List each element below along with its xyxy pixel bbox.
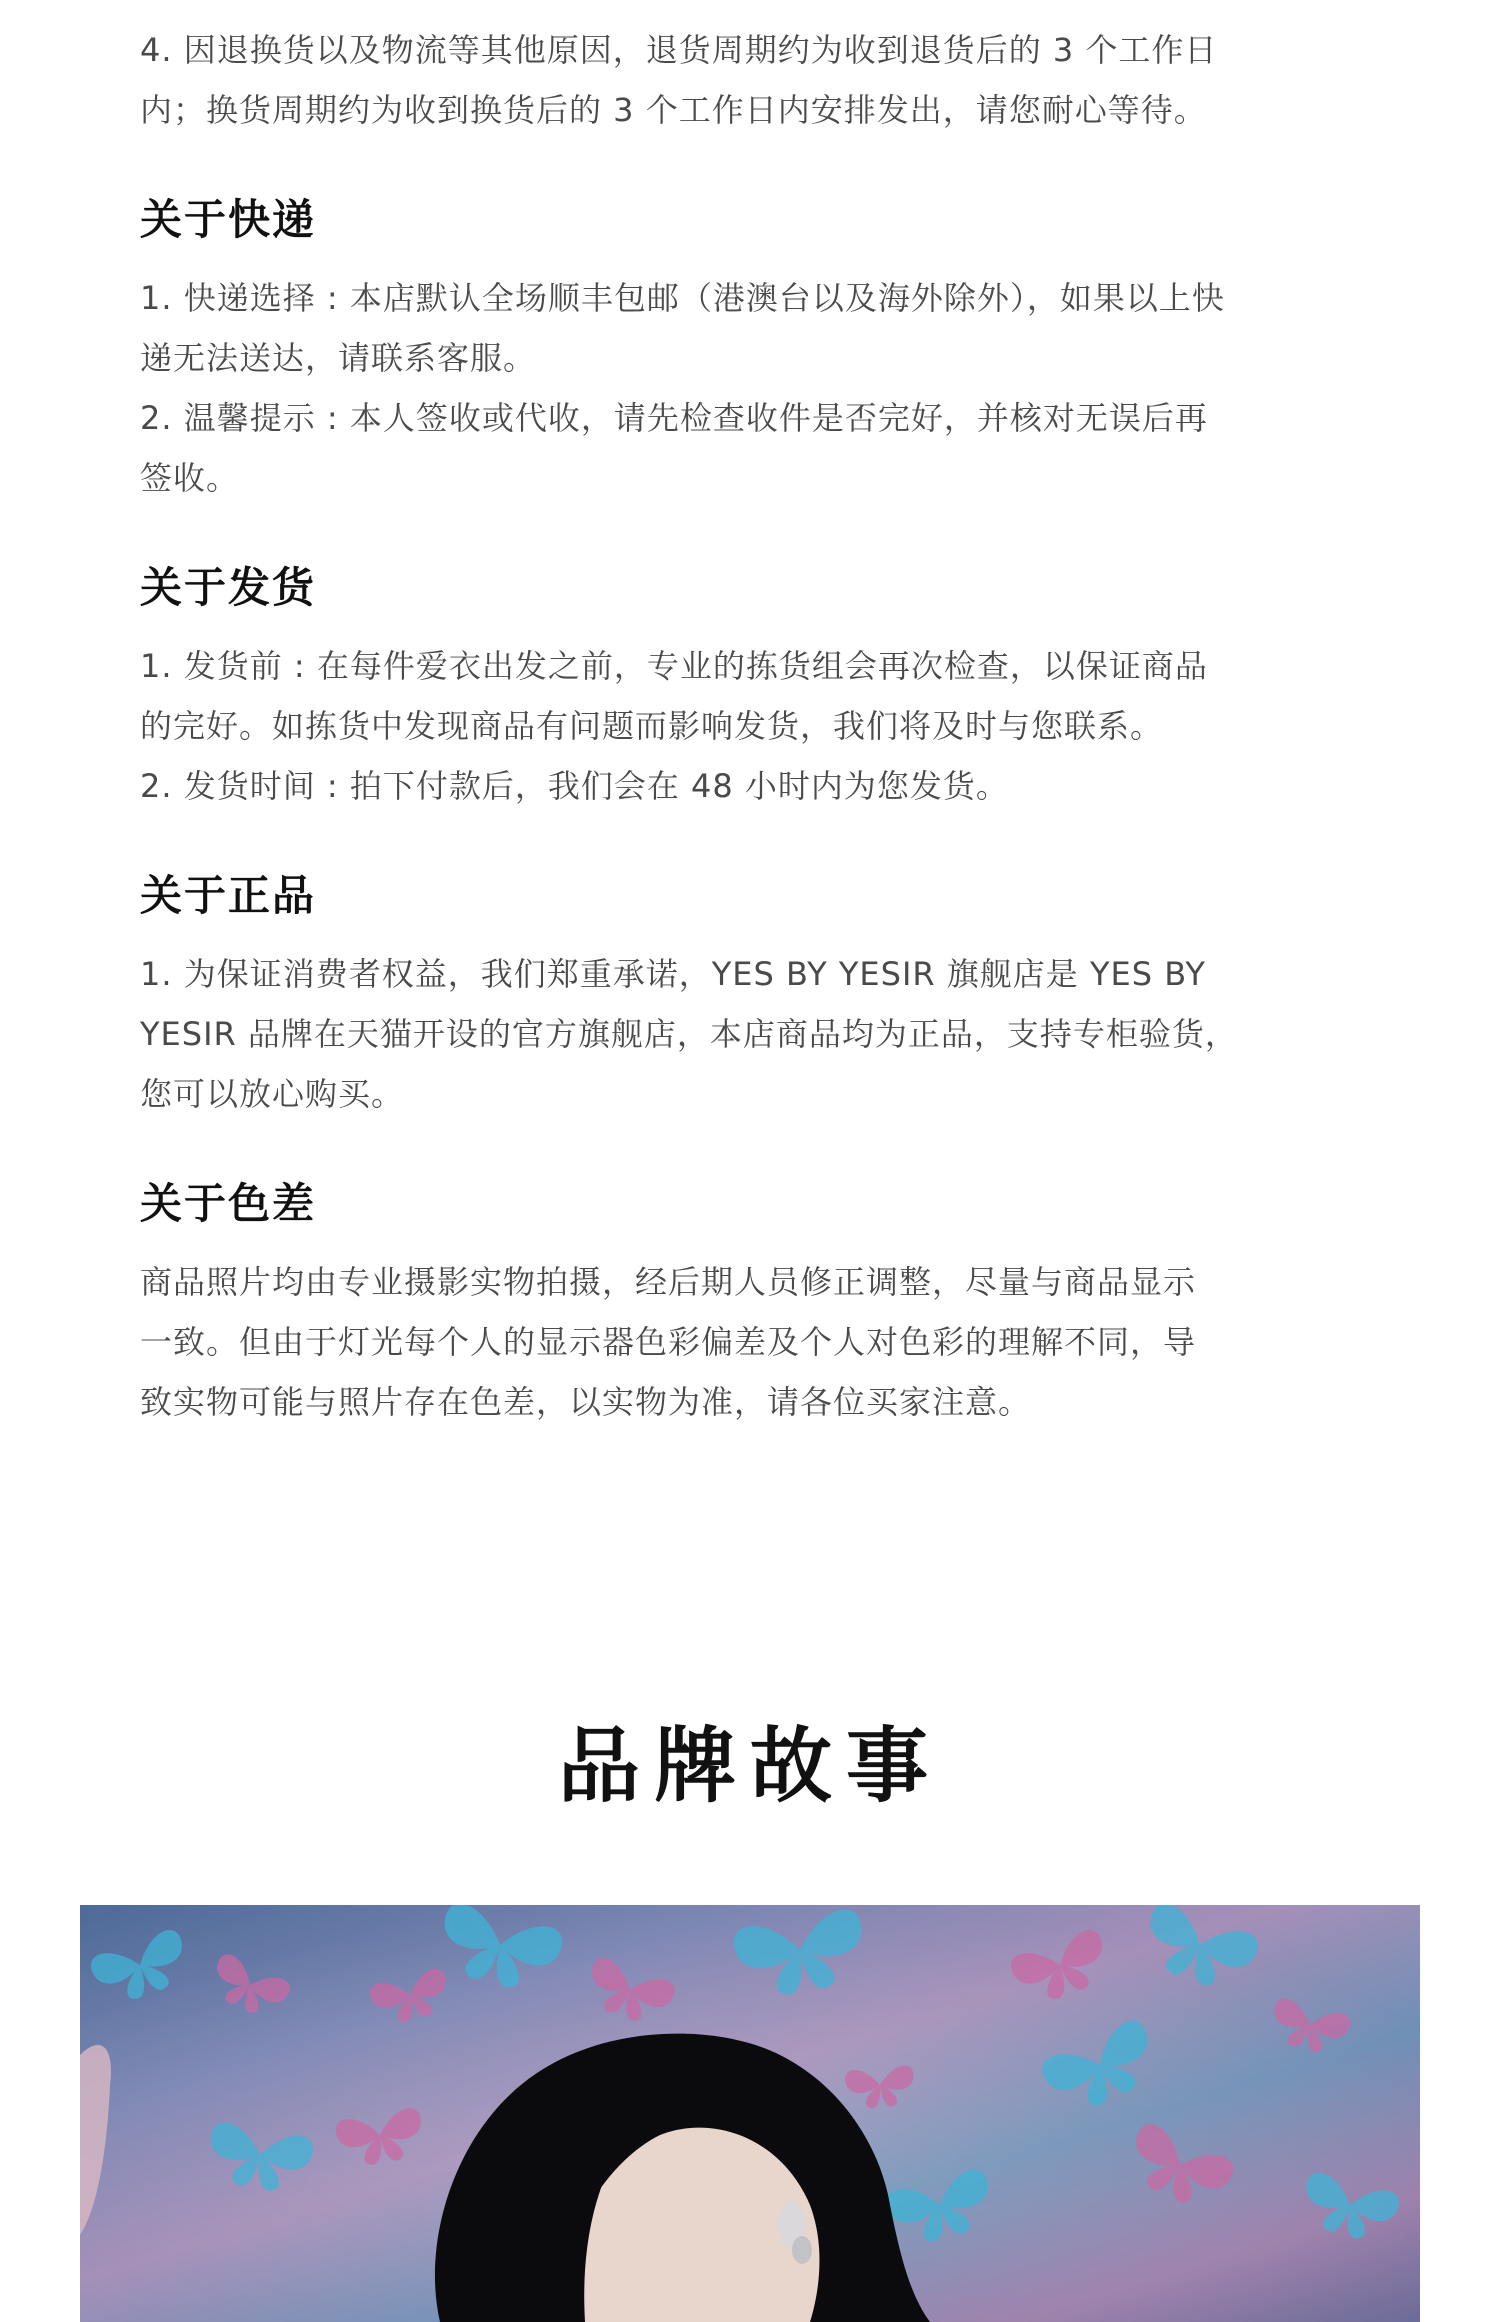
express-section	[140, 190, 1370, 508]
express-line: 2. 温馨提示 : 本人签收或代收，请先检查收件是否完好，并核对无误后再	[140, 399, 1208, 437]
shipping-line: 的完好。如拣货中发现商品有问题而影响发货，我们将及时与您联系。	[140, 707, 1164, 745]
color-difference-line: 致实物可能与照片存在色差，以实物为准，请各位买家注意。	[140, 1383, 1032, 1421]
shipping-line: 1. 发货前 : 在每件爱衣出发之前，专业的拣货组会再次检查，以保证商品	[140, 647, 1208, 685]
policy-content	[140, 20, 1370, 1432]
authenticity-section	[140, 866, 1370, 1124]
color-difference-line: 一致。但由于灯光每个人的显示器色彩偏差及个人对色彩的理解不同，导	[140, 1323, 1197, 1361]
brand-story-image	[80, 1905, 1420, 2322]
express-title: 关于快递	[140, 195, 317, 244]
shipping-section	[140, 558, 1370, 816]
return-item4-line2: 内；换货周期约为收到换货后的 3 个工作日内安排发出，请您耐心等待。	[140, 91, 1207, 129]
color-difference-line: 商品照片均由专业摄影实物拍摄，经后期人员修正调整，尽量与商品显示	[140, 1263, 1197, 1301]
brand-story-title: 品牌故事	[557, 1718, 942, 1814]
shipping-title: 关于发货	[140, 563, 317, 612]
return-item4-line1: 4. 因退换货以及物流等其他原因，退货周期约为收到退货后的 3 个工作日	[140, 31, 1218, 69]
express-line: 1. 快递选择 : 本店默认全场顺丰包邮（港澳台以及海外除外），如果以上快	[140, 279, 1225, 317]
color-difference-section	[140, 1174, 1370, 1432]
return-policy-section	[140, 20, 1370, 140]
shipping-line: 2. 发货时间 : 拍下付款后，我们会在 48 小时内为您发货。	[140, 767, 1009, 805]
express-line: 签收。	[140, 459, 240, 497]
authenticity-title: 关于正品	[140, 871, 317, 920]
authenticity-line: 1. 为保证消费者权益，我们郑重承诺，YES BY YESIR 旗舰店是 YES BY	[140, 955, 1206, 993]
authenticity-line: 您可以放心购买。	[140, 1075, 405, 1113]
express-line: 递无法送达，请联系客服。	[140, 339, 537, 377]
authenticity-line: YESIR 品牌在天猫开设的官方旗舰店，本店商品均为正品，支持专柜验货，	[140, 1015, 1238, 1053]
butterfly-photo-icon	[80, 1905, 1420, 2322]
color-difference-title: 关于色差	[140, 1179, 317, 1228]
